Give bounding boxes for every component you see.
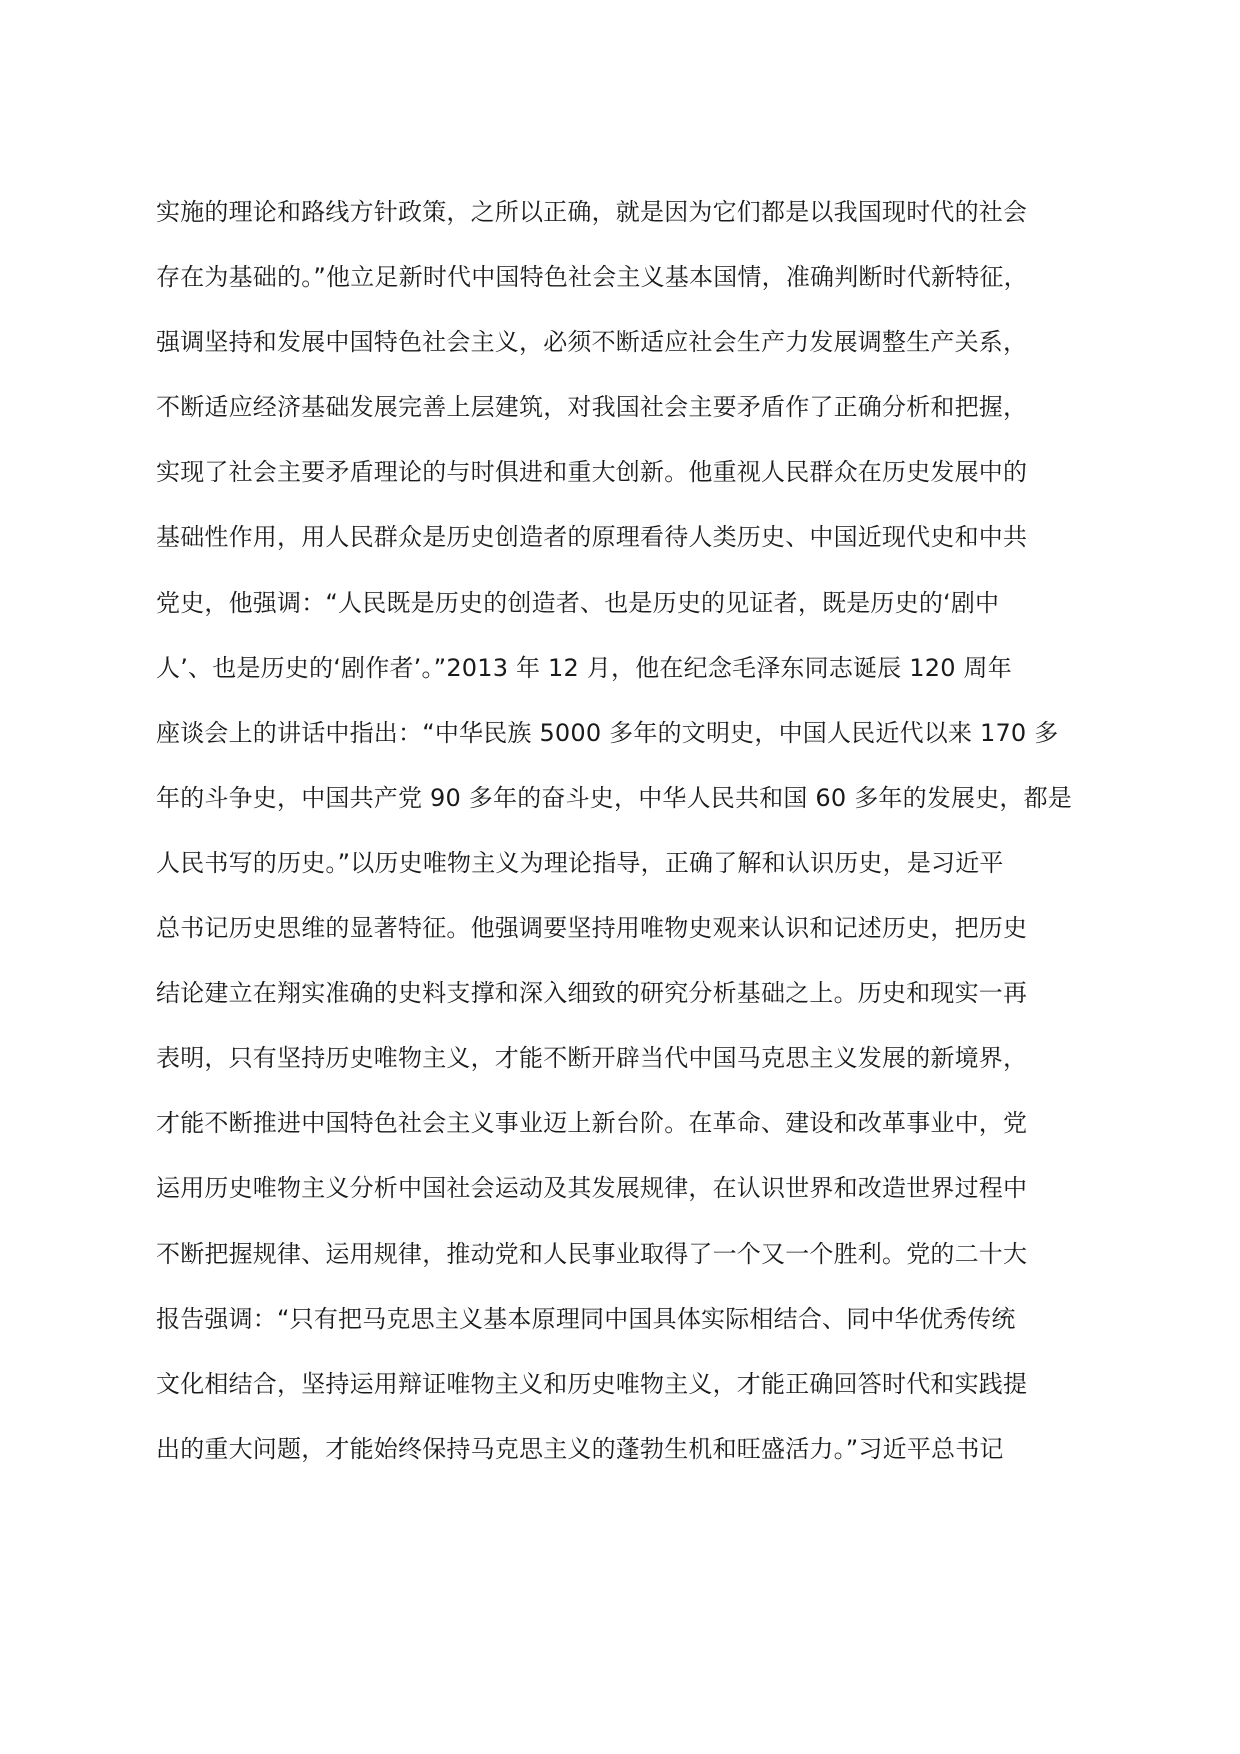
text-line: 不断把握规律、运用规律，推动党和人民事业取得了一个又一个胜利。党的二十大 <box>156 1239 1028 1268</box>
text-line: 人民书写的历史。”以历史唯物主义为理论指导，正确了解和认识历史，是习近平 <box>156 848 1004 877</box>
text-line: 才能不断推进中国特色社会主义事业迈上新台阶。在革命、建设和改革事业中，党 <box>156 1109 1028 1138</box>
text-line: 党史，他强调：“人民既是历史的创造者、也是历史的见证者，既是历史的‘剧中 <box>156 588 1000 617</box>
text-line: 座谈会上的讲话中指出：“中华民族 5000 多年的文明史，中国人民近代以来 170 多 <box>156 718 1059 747</box>
text-line: 强调坚持和发展中国特色社会主义，必须不断适应社会生产力发展调整生产关系， <box>156 328 1028 357</box>
text-line: 结论建立在翔实准确的史料支撑和深入细致的研究分析基础之上。历史和现实一再 <box>156 979 1028 1008</box>
text-line: 人’、也是历史的‘剧作者’。”2013 年 12 月，他在纪念毛泽东同志诞辰 120 周年 <box>156 653 1012 682</box>
text-line: 不断适应经济基础发展完善上层建筑，对我国社会主要矛盾作了正确分析和把握， <box>156 393 1028 422</box>
text-line: 表明，只有坚持历史唯物主义，才能不断开辟当代中国马克思主义发展的新境界， <box>156 1044 1028 1073</box>
text-line: 实施的理论和路线方针政策，之所以正确，就是因为它们都是以我国现时代的社会 <box>156 198 1028 226</box>
text-line: 总书记历史思维的显著特征。他强调要坚持用唯物史观来认识和记述历史，把历史 <box>156 914 1028 943</box>
text-line: 年的斗争史，中国共产党 90 多年的奋斗史，中华人民共和国 60 多年的发展史，都是 <box>156 783 1072 812</box>
body-text <box>156 192 1096 1494</box>
text-line: 存在为基础的。”他立足新时代中国特色社会主义基本国情，准确判断时代新特征， <box>156 263 1028 292</box>
text-line: 报告强调：“只有把马克思主义基本原理同中国具体实际相结合、同中华优秀传统 <box>156 1304 1016 1333</box>
text-line: 运用历史唯物主义分析中国社会运动及其发展规律，在认识世界和改造世界过程中 <box>156 1174 1028 1203</box>
text-line: 实现了社会主要矛盾理论的与时俱进和重大创新。他重视人民群众在历史发展中的 <box>156 458 1028 487</box>
text-line: 文化相结合，坚持运用辩证唯物主义和历史唯物主义，才能正确回答时代和实践提 <box>156 1369 1028 1398</box>
text-line: 出的重大问题，才能始终保持马克思主义的蓬勃生机和旺盛活力。”习近平总书记 <box>156 1434 1004 1463</box>
text-line: 基础性作用，用人民群众是历史创造者的原理看待人类历史、中国近现代史和中共 <box>156 523 1028 552</box>
